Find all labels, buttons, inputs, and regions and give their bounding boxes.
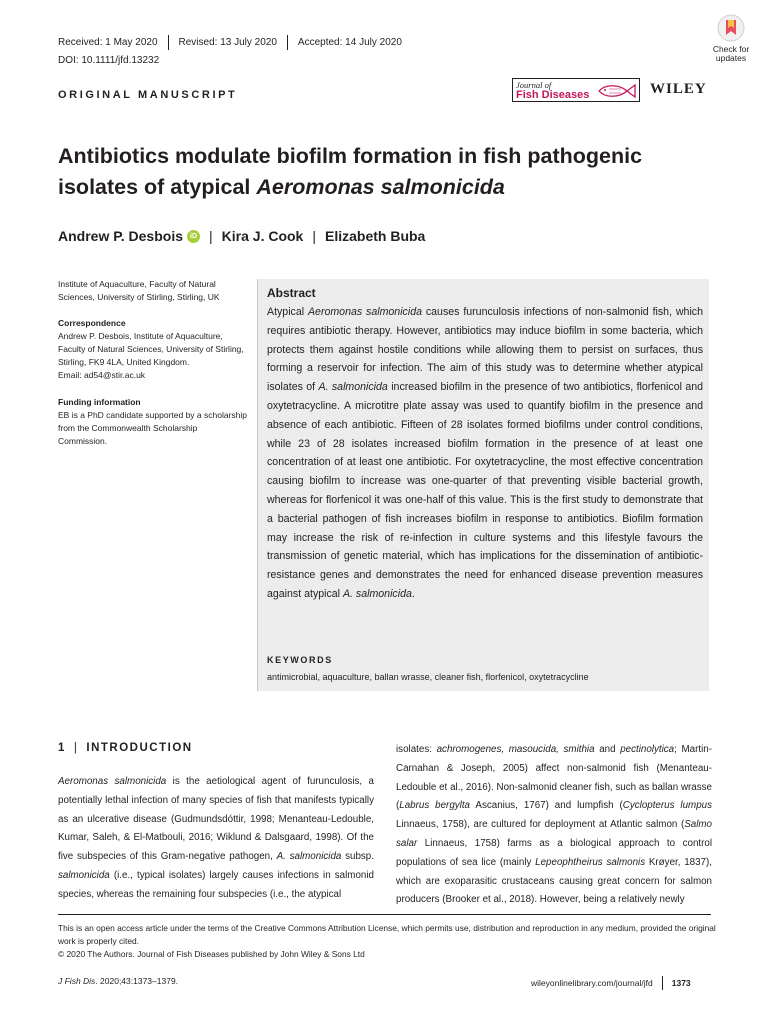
section-heading-introduction: 1 | INTRODUCTION [58, 742, 193, 754]
license-text: This is an open access article under the terms of the Creative Commons Attribution License, which permits use, distribution and reproduction in any medium, provided the original work is properly cited. [58, 923, 716, 946]
article-dates [58, 35, 402, 50]
footer-rule [58, 914, 711, 915]
revised-date: Revised: 13 July 2020 [178, 37, 277, 48]
journal-logo-line2: Fish Diseases [516, 89, 590, 101]
journal-logo[interactable] [512, 78, 640, 102]
author-separator: | [312, 228, 316, 244]
received-date: Received: 1 May 2020 [58, 37, 158, 48]
title-species: Aeromonas salmonicida [256, 175, 505, 199]
author-name[interactable]: Elizabeth Buba [325, 228, 426, 244]
correspondence-body: Andrew P. Desbois, Institute of Aquaculture, Faculty of Natural Sciences, University of Stirling, Stirling, FK9 4LA, United Kingdom. [58, 331, 244, 367]
funding [58, 396, 248, 448]
footer-right [531, 976, 691, 990]
abstract-text: Atypical Aeromonas salmonicida causes furunculosis infections of non-salmonid fish, which requires antibiotic therapy. However, antibiotics may induce biofilm in some bacteria, which protects them against hostile conditions while allowing them to persist on surfaces, thus forming a reservoir for infection. The aim of this study was to determine whether atypical isolates of A. salmonicida increased biofilm in the presence of two antibiotics, florfenicol and oxytetracycline. A microtitre plate assay was used to quantify biofilm in the presence and absence of each antibiotic. Fifteen of 28 isolates formed biofilms under control conditions, while 23 of 28 isolates increased biofilm formation in the presence of at least one concentration of at least one antibiotic. For oxytetracycline, the most effective concentration causing biofilm to increase was one-quarter of that preventing visible bacterial growth, whereas for florfenicol it was one-half of this value. This is the first study to demonstrate that a bacterial pathogen of fish increases biofilm in response to antibiotics. Biofilm formation may increase the risk of re-infection in culture systems and this lifestyle favours the transmission of genetic material, which has implications for the dissemination of antibiotic-resistance genes and demonstrates the need for enhanced disease prevention measures against atypical A. salmonicida. [267, 306, 704, 600]
publisher-logo[interactable]: WILEY [650, 81, 707, 97]
page-number: 1373 [671, 978, 691, 988]
author-name[interactable]: Andrew P. Desbois [58, 228, 184, 244]
bookmark-icon [717, 14, 745, 42]
funding-body: EB is a PhD candidate supported by a scholarship from the Commonwealth Scholarship Commission. [58, 410, 248, 446]
journal-url-link[interactable]: wileyonlinelibrary.com/journal/jfd [531, 978, 653, 988]
copyright-text: © 2020 The Authors. Journal of Fish Diseases published by John Wiley & Sons Ltd [58, 949, 365, 959]
fish-icon [597, 82, 637, 100]
citation: J Fish Dis. 2020;43:1373–1379. [58, 976, 179, 986]
check-for-updates-label: Check for updates [712, 44, 750, 63]
keywords-list: antimicrobial, aquaculture, ballan wrasse, cleaner fish, florfenicol, oxytetracycline [267, 672, 589, 682]
divider [168, 35, 169, 50]
correspondence-heading: Correspondence [58, 318, 126, 328]
journal-logo-line1: Journal of [516, 80, 552, 90]
abstract-heading: Abstract [267, 286, 316, 300]
author-list [58, 228, 425, 244]
funding-heading: Funding information [58, 397, 141, 407]
check-for-updates-button[interactable] [703, 14, 759, 70]
correspondence [58, 317, 248, 382]
author-separator: | [209, 228, 213, 244]
author-name[interactable]: Kira J. Cook [221, 228, 304, 244]
body-text-column-right: isolates: achromogenes, masoucida, smithia and pectinolytica; Martin-Carnahan & Joseph, 2005) affect non-salmonid fish (Menanteau-Ledouble et al., 2016). Non-salmonid cleaner fish, such as ballan wrasse (Labrus bergylta Ascanius, 1767) and lumpfish (Cyclopterus lumpus Linnaeus, 1758), are cultured for deployment at Atlantic salmon (Salmo salar Linnaeus, 1758) farms as a biological approach to control populations of sea lice (mainly Lepeophtheirus salmonis Krøyer, 1837), which are exoparasitic crustaceans causing great concern for salmon producers (Brooker et al., 2018). However, being a relatively newly [396, 744, 713, 906]
divider [287, 35, 288, 50]
affiliation: Institute of Aquaculture, Faculty of Natural Sciences, University of Stirling, Stirling, UK [58, 279, 220, 302]
accepted-date: Accepted: 14 July 2020 [297, 37, 402, 48]
orcid-icon[interactable]: iD [187, 230, 200, 243]
license-notice [58, 922, 718, 961]
section-label: ORIGINAL MANUSCRIPT [58, 89, 238, 101]
email-link[interactable]: Email: ad54@stir.ac.uk [58, 370, 146, 380]
keywords-heading: KEYWORDS [267, 655, 333, 665]
divider [662, 976, 663, 990]
article-title: Antibiotics modulate biofilm formation in fish pathogenic isolates of atypical Aeromonas salmonicida [58, 144, 643, 199]
doi-link[interactable]: DOI: 10.1111/jfd.13232 [58, 55, 160, 66]
body-text-column-left: Aeromonas salmonicida is the aetiological agent of furunculosis, a potentially lethal infection of many species of fish that manifests typically as an ulcerative disease (Gudmundsdóttir, 1998; Menanteau-Ledouble, Kumar, Saleh, & El-Matbouli, 2016; Wiklund & Dalsgaard, 1998). Of the five subspecies of this Gram-negative pathogen, A. salmonicida subsp. salmonicida (i.e., typical isolates) largely causes infections in salmonid species, whereas the remaining four subspecies (i.e., the atypical [58, 776, 374, 900]
